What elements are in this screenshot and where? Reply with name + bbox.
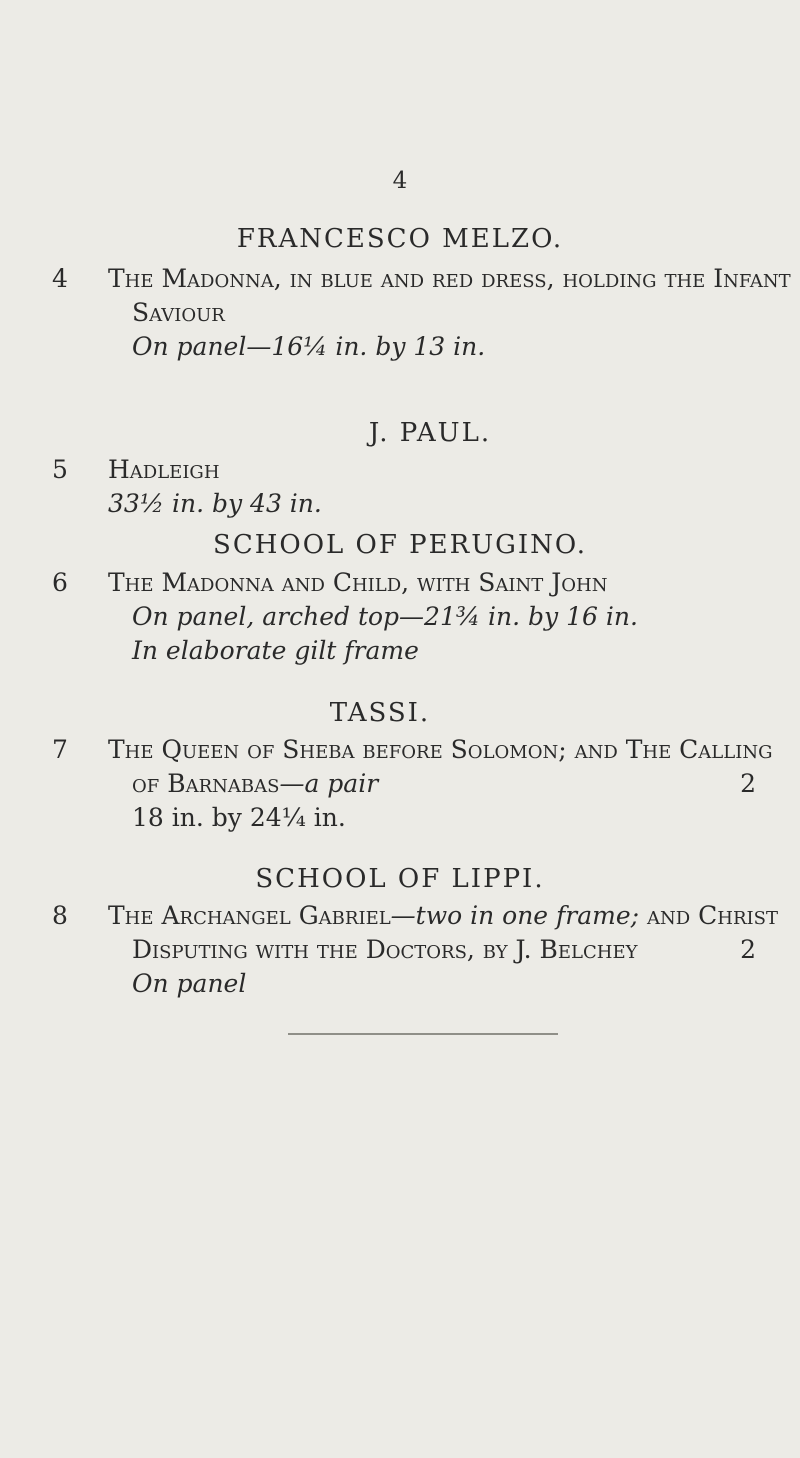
lot-8 [52,899,778,1001]
artist-heading-melzo: FRANCESCO MELZO. [236,224,564,254]
lot-title-continued [108,933,770,967]
artist-heading-perugino: SCHOOL OF PERUGINO. [213,530,587,560]
lot-title [108,899,778,933]
lot-dimensions: 18 in. by 24¼ in. [132,803,346,832]
lot-dimensions: On panel—16¼ in. by 13 in. [132,332,486,361]
lot-number: 6 [52,568,68,597]
lot-title-part: of Barnabas [132,769,280,798]
lot-title-part: and Christ [639,901,778,930]
lot-number: 4 [52,264,68,293]
lot-title-part: The Archangel Gabriel [108,901,391,930]
lot-4 [52,262,791,364]
lot-title: The Madonna and Child, with Saint John [108,568,608,597]
lot-title: Hadleigh [108,455,220,484]
lot-title: The Queen of Sheba before Solomon; and The Calling [108,735,773,764]
lot-title-continued [108,767,770,801]
divider-rule [288,1033,558,1035]
lot-dimensions: On panel, arched top—21¾ in. by 16 in. [132,602,638,631]
page-number: 4 [392,168,408,194]
lot-6 [52,566,770,668]
lot-quantity: 2 [740,935,756,964]
lot-5 [52,453,770,521]
lot-frame-note: —two in one frame; [390,901,640,930]
artist-heading-lippi: SCHOOL OF LIPPI. [255,864,545,894]
lot-frame-note: In elaborate gilt frame [132,636,419,665]
artist-heading-tassi: TASSI. [329,698,431,728]
lot-number: 5 [52,455,68,484]
lot-number: 7 [52,735,68,764]
lot-medium: On panel [132,969,247,998]
lot-number: 8 [52,901,68,930]
lot-dimensions: 33½ in. by 43 in. [108,489,322,518]
lot-quantity: 2 [740,769,756,798]
lot-title: The Madonna, in blue and red dress, holding the Infant [108,264,791,293]
lot-pair-note: —a pair [279,769,379,798]
artist-heading-paul: J. PAUL. [368,418,492,448]
lot-title-continued: Saviour [132,298,225,327]
lot-7 [52,733,773,835]
lot-title-part: Disputing with the Doctors, by J. Belchey [132,935,638,964]
